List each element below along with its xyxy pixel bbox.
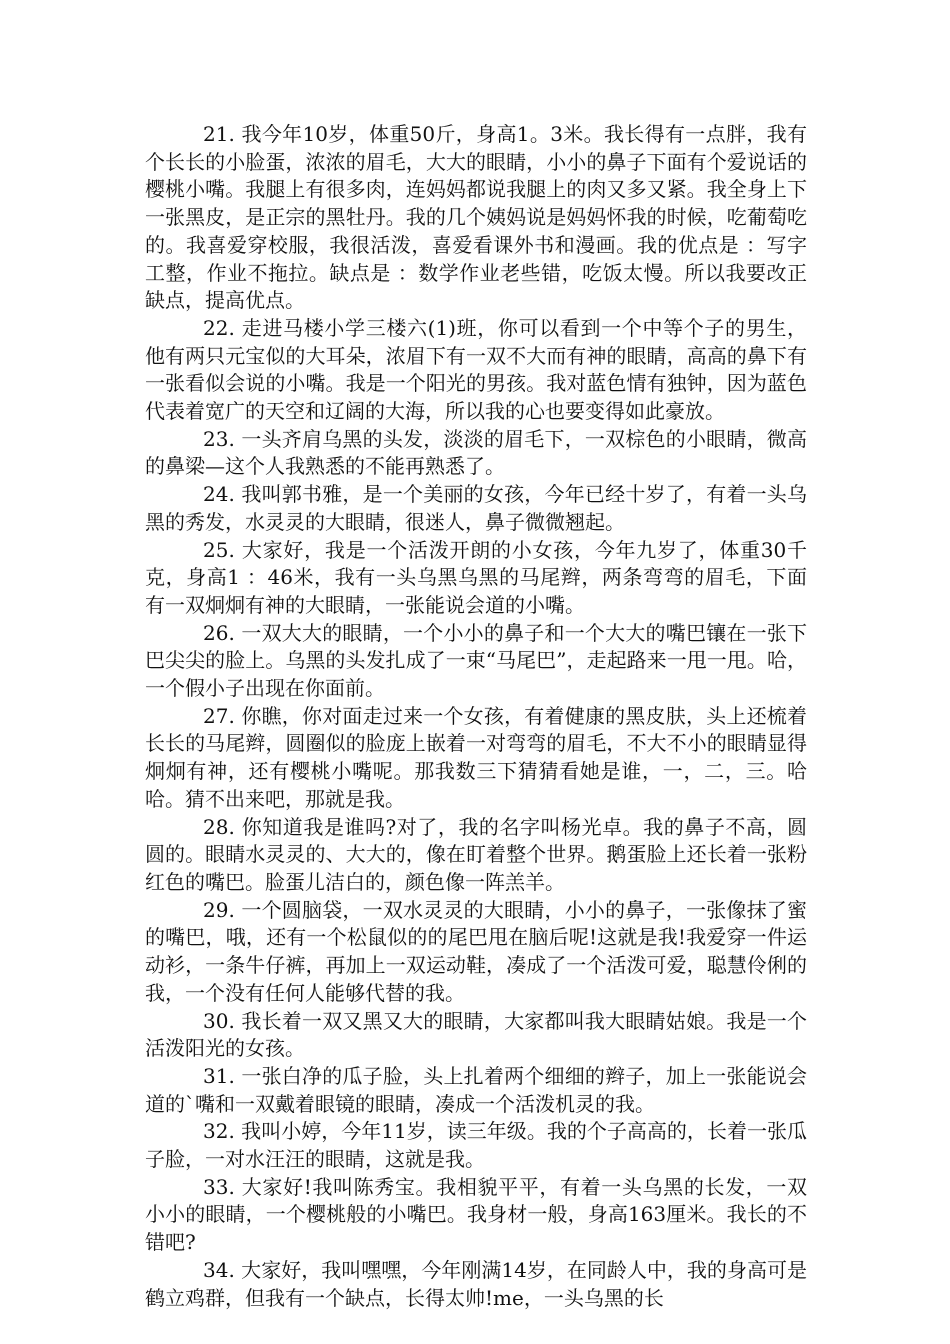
paragraph-24: 24. 我叫郭书雅，是一个美丽的女孩，今年已经十岁了，有着一头乌黑的秀发，水灵灵的大眼睛，很迷人，鼻子微微翘起。 xyxy=(145,482,807,534)
paragraph-21: 21. 我今年10岁，体重50斤，身高1。3米。我长得有一点胖，我有个长长的小脸蛋，浓浓的眉毛，大大的眼睛，小小的鼻子下面有个爱说话的樱桃小嘴。我腿上有很多肉，连妈妈都说我腿上的肉又多又紧。我全身上下一张黑皮，是正宗的黑牡丹。我的几个姨妈说是妈妈怀我的时候，吃葡萄吃的。我喜爱穿校服，我很活泼，喜爱看课外书和漫画。我的优点是 ：写字工整，作业不拖拉。缺点是 ：数学作业老些错，吃饭太慢。所以我要改正缺点，提高优点。 xyxy=(145,122,807,313)
paragraph-31: 31. 一张白净的瓜子脸，头上扎着两个细细的辫子，加上一张能说会道的`嘴和一双戴着眼镜的眼睛，凑成一个活泼机灵的我。 xyxy=(145,1063,807,1116)
paragraph-25: 25. 大家好，我是一个活泼开朗的小女孩，今年九岁了，体重30千克，身高1 ：46米，我有一头乌黑乌黑的马尾辫，两条弯弯的眉毛，下面有一双炯炯有神的大眼睛，一张能说会道的小嘴。 xyxy=(145,537,807,617)
paragraph-22: 22. 走进马楼小学三楼六(1)班，你可以看到一个中等个子的男生，他有两只元宝似的大耳朵，浓眉下有一双不大而有神的眼睛，高高的鼻下有一张看似会说的小嘴。我是一个阳光的男孩。我对蓝色情有独钟，因为蓝色代表着宽广的天空和辽阔的大海，所以我的心也要变得如此豪放。 xyxy=(145,315,807,424)
paragraph-23: 23. 一头齐肩乌黑的头发，淡淡的眉毛下，一双棕色的小眼睛，微高的鼻梁—这个人我熟悉的不能再熟悉了。 xyxy=(145,426,807,479)
paragraph-26: 26. 一双大大的眼睛，一个小小的鼻子和一个大大的嘴巴镶在一张下巴尖尖的脸上。乌黑的头发扎成了一束“马尾巴”，走起路来一甩一甩。哈，一个假小子出现在你面前。 xyxy=(145,620,807,701)
paragraph-32: 32. 我叫小婷，今年11岁，读三年级。我的个子高高的，长着一张瓜子脸，一对水汪汪的眼睛，这就是我。 xyxy=(145,1119,807,1172)
paragraph-33: 33. 大家好!我叫陈秀宝。我相貌平平，有着一头乌黑的长发，一双小小的眼睛，一个樱桃般的小嘴巴。我身材一般，身高163厘米。我长的不错吧? xyxy=(145,1174,807,1255)
document-body xyxy=(145,121,807,1312)
paragraph-30: 30. 我长着一双又黑又大的眼睛，大家都叫我大眼睛姑娘。我是一个活泼阳光的女孩。 xyxy=(145,1008,807,1061)
paragraph-27: 27. 你瞧，你对面走过来一个女孩，有着健康的黑皮肤，头上还梳着长长的马尾辫，圆圈似的脸庞上嵌着一对弯弯的眉毛，不大不小的眼睛显得炯炯有神，还有樱桃小嘴呢。那我数三下猜猜看她是谁，一，二，三。哈哈。猜不出来吧，那就是我。 xyxy=(145,703,807,811)
paragraph-29: 29. 一个圆脑袋，一双水灵灵的大眼睛，小小的鼻子，一张像抹了蜜的嘴巴，哦，还有一个松鼠似的的尾巴甩在脑后呢!这就是我!我爱穿一件运动衫，一条牛仔裤，再加上一双运动鞋，凑成了一个活泼可爱，聪慧伶俐的我，一个没有任何人能够代替的我。 xyxy=(145,897,807,1005)
paragraph-34: 34. 大家好，我叫嘿嘿，今年刚满14岁，在同龄人中，我的身高可是鹤立鸡群，但我有一个缺点，长得太帅!me，一头乌黑的长 xyxy=(145,1257,807,1310)
paragraph-28: 28. 你知道我是谁吗?对了，我的名字叫杨光卓。我的鼻子不高，圆圆的。眼睛水灵灵的、大大的，像在盯着整个世界。鹅蛋脸上还长着一张粉红色的嘴巴。脸蛋儿洁白的，颜色像一阵羔羊。 xyxy=(145,814,807,894)
